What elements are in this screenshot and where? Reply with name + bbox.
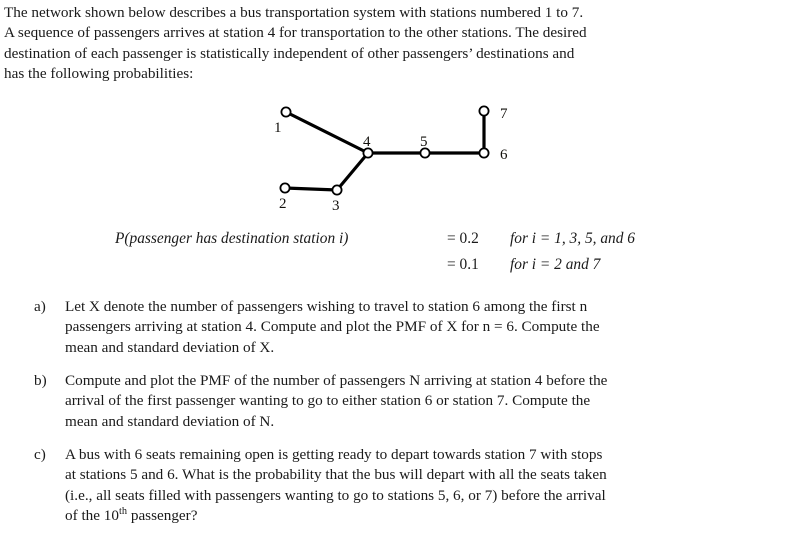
question-b-line-2: arrival of the first passenger wanting to go to either station 6 or station 7. Compute the [65,392,591,410]
question-c-prefix: of the 10 [65,506,119,524]
question-c-line-2: at stations 5 and 6. What is the probability that the bus will depart with all the seats taken [65,466,607,484]
network-diagram [255,96,545,221]
node-label-7: 7 [500,106,508,122]
diagram-edges [285,111,484,190]
intro-line-2: A sequence of passengers arrives at station 4 for transportation to the other stations. The desired [4,24,587,42]
node-label-4: 4 [363,134,371,150]
probability-equations [0,230,795,286]
question-a-line-2: passengers arriving at station 4. Compute and plot the PMF of X for n = 6. Compute the [65,318,600,336]
node-7 [479,106,488,115]
equation-lhs: P(passenger has destination station i) [115,230,349,247]
question-b-line-1: Compute and plot the PMF of the number of passengers N arriving at station 4 before the [65,372,608,389]
question-c-line-4 [65,506,787,526]
diagram-nodes [280,106,488,194]
node-label-1: 1 [274,120,282,136]
question-b-line-3: mean and standard deviation of N. [65,412,275,430]
intro-line-3: destination of each passenger is statistically independent of other passengers’ destinations and [4,44,575,62]
ordinal-suffix: th [119,505,128,517]
node-label-3: 3 [332,198,340,214]
question-c-line-3: (i.e., all seats filled with passengers wanting to go to stations 5, 6, or 7) before the arrival [65,486,606,504]
question-marker-c: c) [34,446,46,463]
edge-1-4 [286,112,368,153]
question-text-a [65,297,787,358]
node-label-6: 6 [500,147,508,163]
question-marker-a: a) [34,298,46,315]
question-c-suffix: passenger? [127,506,198,524]
node-3 [332,185,341,194]
question-text-c [65,445,787,526]
node-label-2: 2 [279,196,287,212]
node-label-5: 5 [420,134,428,150]
edge-3-4 [337,153,368,190]
question-a-line-3: mean and standard deviation of X. [65,338,275,356]
equation-condition-2: for i = 2 and 7 [510,256,601,273]
question-text-b [65,371,787,432]
question-marker-b: b) [34,372,47,389]
equation-condition-1: for i = 1, 3, 5, and 6 [510,230,635,247]
edge-2-3 [285,188,337,190]
equation-value-2: = 0.1 [447,256,479,273]
node-1 [281,107,290,116]
intro-line-1: The network shown below describes a bus transportation system with stations numbered 1 to 7. [4,4,584,21]
node-2 [280,183,289,192]
equation-value-1: = 0.2 [447,230,479,247]
intro-paragraph [4,3,788,84]
intro-line-4: has the following probabilities: [4,64,194,82]
question-c-line-1: A bus with 6 seats remaining open is getting ready to depart towards station 7 with stops [65,446,603,463]
node-6 [479,148,488,157]
question-a-line-1: Let X denote the number of passengers wishing to travel to station 6 among the first n [65,298,588,315]
